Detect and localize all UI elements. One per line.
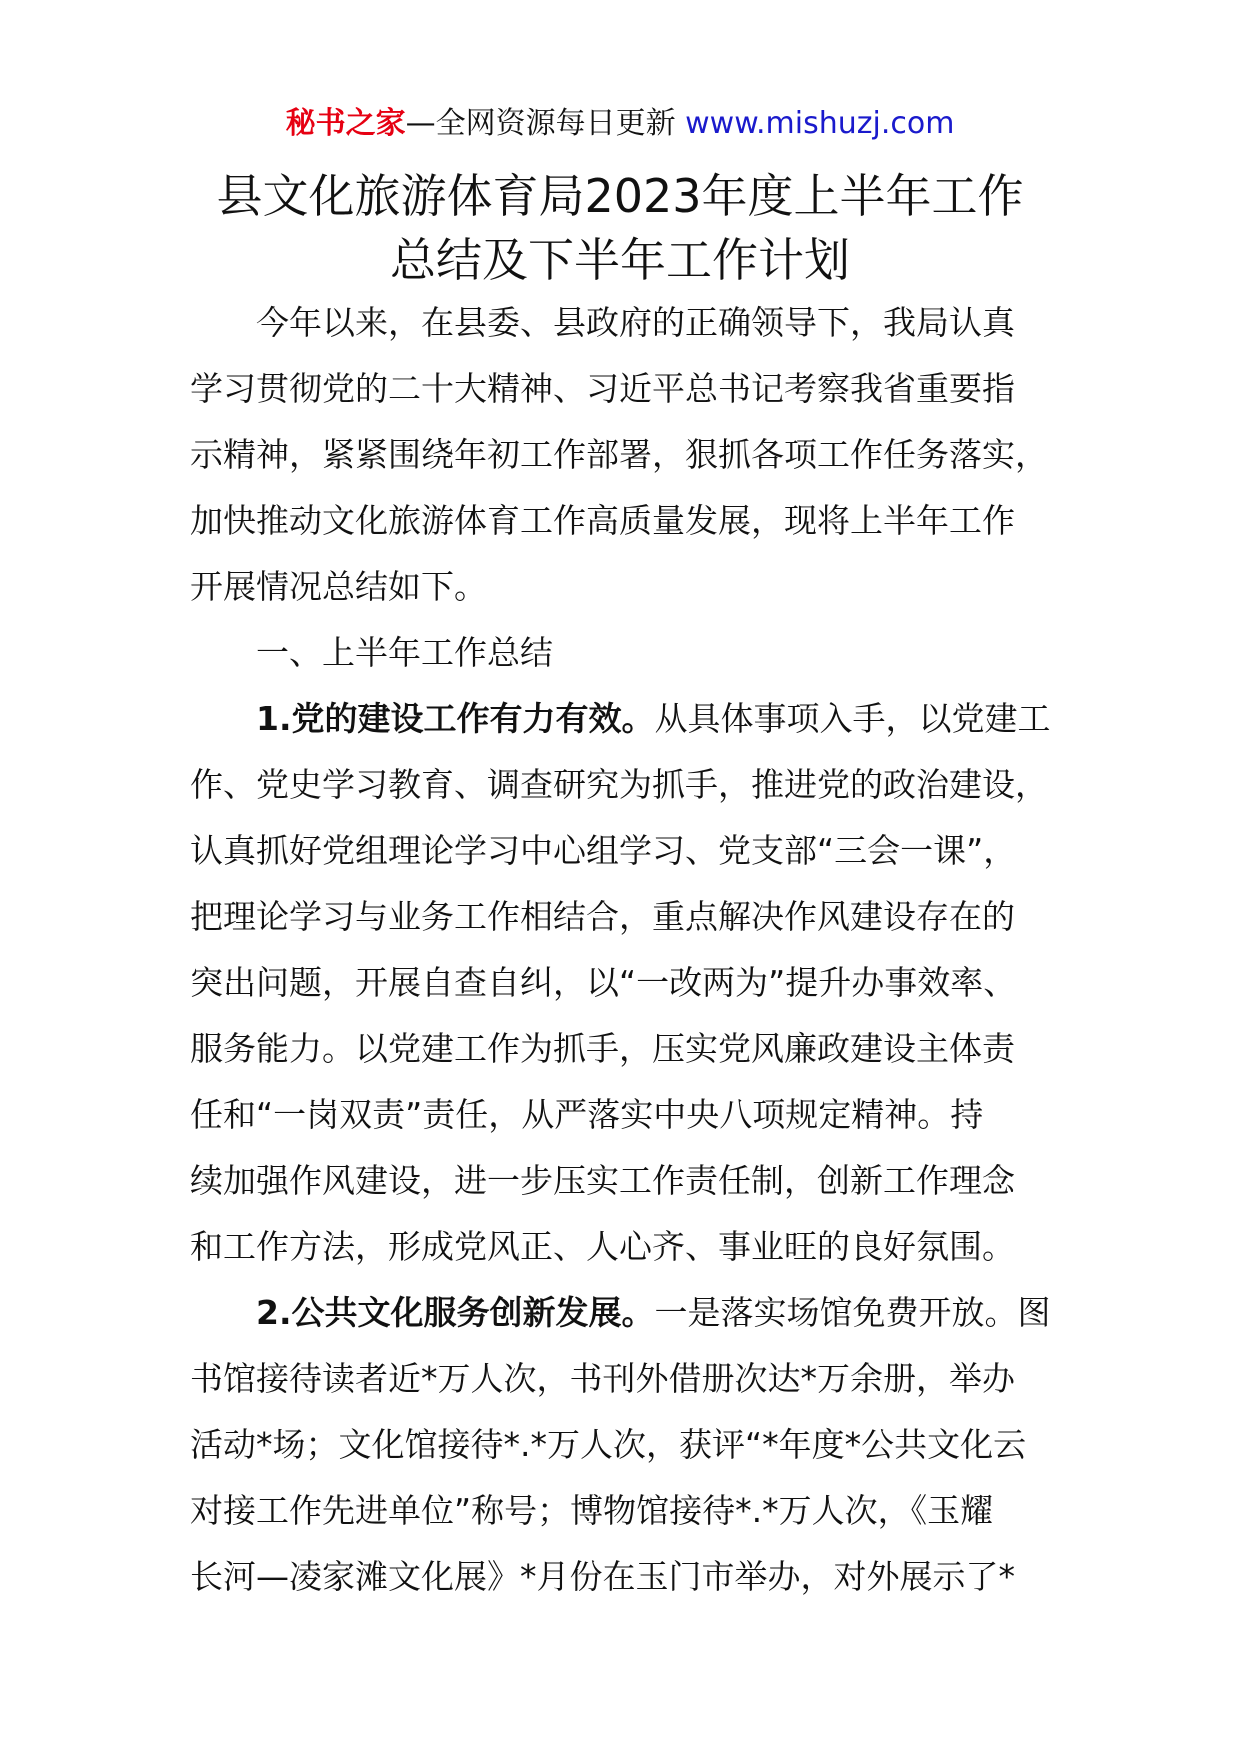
watermark-header: [0, 104, 1240, 144]
subheading-party-building: 1.党的建设工作有力有效。: [256, 699, 655, 738]
paragraph-line: 开展情况总结如下。: [190, 567, 487, 606]
paragraph-line: 认真抓好党组理论学习中心组学习、党支部“三会一课”，: [190, 831, 1017, 870]
paragraph-line: 突出问题，开展自查自纠，以“一改两为”提升办事效率、: [190, 963, 1017, 1002]
paragraph-line: 今年以来，在县委、县政府的正确领导下，我局认真: [256, 303, 1015, 342]
document-body: [190, 290, 1050, 1610]
paragraph-text: 从具体事项入手，以党建工: [654, 699, 1050, 738]
brand-name: 秘书之家: [285, 106, 406, 141]
paragraph-line: 书馆接待读者近*万人次，书刊外借册次达*万余册，举办: [190, 1359, 1015, 1398]
paragraph-line: 把理论学习与业务工作相结合，重点解决作风建设存在的: [190, 897, 1015, 936]
paragraph-line: 长河—凌家滩文化展》*月份在玉门市举办，对外展示了*: [190, 1557, 1015, 1596]
paragraph-line: 和工作方法，形成党风正、人心齐、事业旺的良好氛围。: [190, 1227, 1015, 1266]
paragraph-line: 加快推动文化旅游体育工作高质量发展，现将上半年工作: [190, 501, 1015, 540]
paragraph-line: 续加强作风建设，进一步压实工作责任制，创新工作理念: [190, 1161, 1015, 1200]
paragraph-line: 任和“一岗双责”责任，从严落实中央八项规定精神。持: [190, 1095, 984, 1134]
section-heading: 一、上半年工作总结: [256, 633, 553, 672]
subheading-public-culture: 2.公共文化服务创新发展。: [256, 1293, 655, 1332]
paragraph-line: 服务能力。以党建工作为抓手，压实党风廉政建设主体责: [190, 1029, 1015, 1068]
paragraph-line: 示精神，紧紧围绕年初工作部署，狠抓各项工作任务落实，: [190, 435, 1048, 474]
paragraph-line: [190, 686, 1050, 752]
paragraph-line: 学习贯彻党的二十大精神、习近平总书记考察我省重要指: [190, 369, 1015, 408]
paragraph-line: [190, 1280, 1050, 1346]
header-tagline: —全网资源每日更新: [405, 106, 686, 141]
document-title: [190, 164, 1050, 292]
title-line-1: 县文化旅游体育局2023年度上半年工作: [216, 169, 1024, 223]
paragraph-line: 对接工作先进单位”称号；博物馆接待*.*万人次，《玉耀: [190, 1491, 994, 1530]
paragraph-line: 活动*场；文化馆接待*.*万人次，获评“*年度*公共文化云: [190, 1425, 1027, 1464]
paragraph-text: 一是落实场馆免费开放。图: [654, 1293, 1050, 1332]
title-line-2: 总结及下半年工作计划: [390, 233, 850, 287]
site-url: www.mishuzj.com: [685, 106, 955, 141]
paragraph-line: 作、党史学习教育、调查研究为抓手，推进党的政治建设，: [190, 765, 1048, 804]
